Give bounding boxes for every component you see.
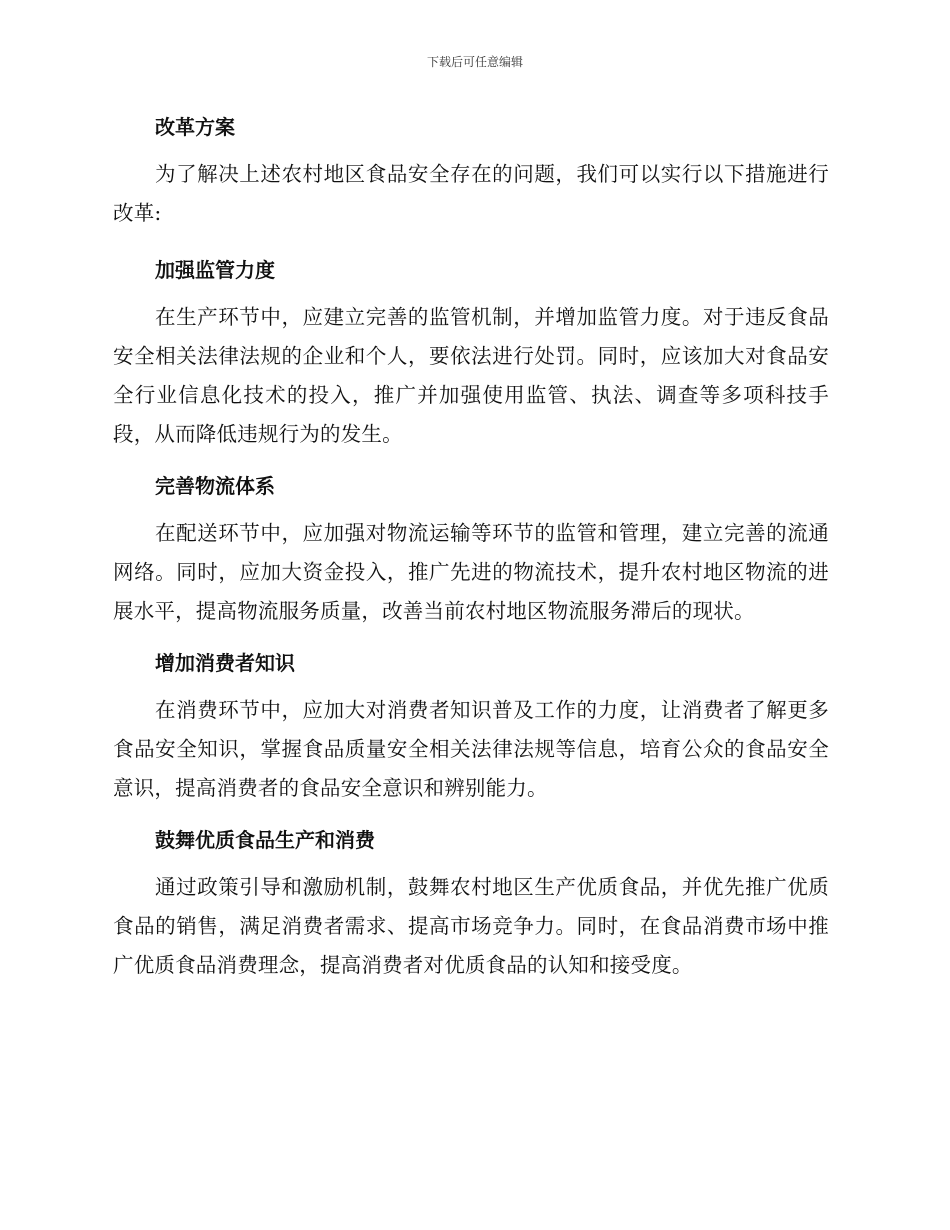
section-supervision [113, 251, 829, 454]
document-body [113, 108, 829, 998]
section-heading: 完善物流体系 [155, 474, 275, 498]
section-quality-food [113, 821, 829, 985]
section-logistics [113, 467, 829, 631]
section-paragraph: 在生产环节中，应建立完善的监管机制，并增加监管力度。对于违反食品安全相关法律法规的企业和个人，要依法进行处罚。同时，应该加大对食品安全行业信息化技术的投入，推广并加强使用监管、执法、调查等多项科技手段，从而降低违规行为的发生。 [113, 305, 829, 446]
section-paragraph: 通过政策引导和激励机制，鼓舞农村地区生产优质食品，并优先推广优质食品的销售，满足消费者需求、提高市场竞争力。同时，在食品消费市场中推广优质食品消费理念，提高消费者对优质食品的认知和接受度。 [113, 875, 829, 977]
section-heading: 鼓舞优质食品生产和消费 [155, 828, 375, 852]
section-consumer-knowledge [113, 644, 829, 808]
intro-paragraph: 为了解决上述农村地区食品安全存在的问题，我们可以实行以下措施进行改革: [113, 162, 829, 225]
section-heading: 加强监管力度 [155, 258, 275, 282]
section-heading: 增加消费者知识 [155, 651, 295, 675]
page-header: 下载后可任意编辑 [426, 55, 523, 69]
section-paragraph: 在配送环节中，应加强对物流运输等环节的监管和管理，建立完善的流通网络。同时，应加大资金投入，推广先进的物流技术，提升农村地区物流的进展水平，提高物流服务质量，改善当前农村地区物流服务滞后的现状。 [113, 521, 829, 623]
document-title: 改革方案 [155, 115, 235, 139]
section-paragraph: 在消费环节中，应加大对消费者知识普及工作的力度，让消费者了解更多食品安全知识，掌握食品质量安全相关法律法规等信息，培育公众的食品安全意识，提高消费者的食品安全意识和辨别能力。 [113, 698, 829, 800]
